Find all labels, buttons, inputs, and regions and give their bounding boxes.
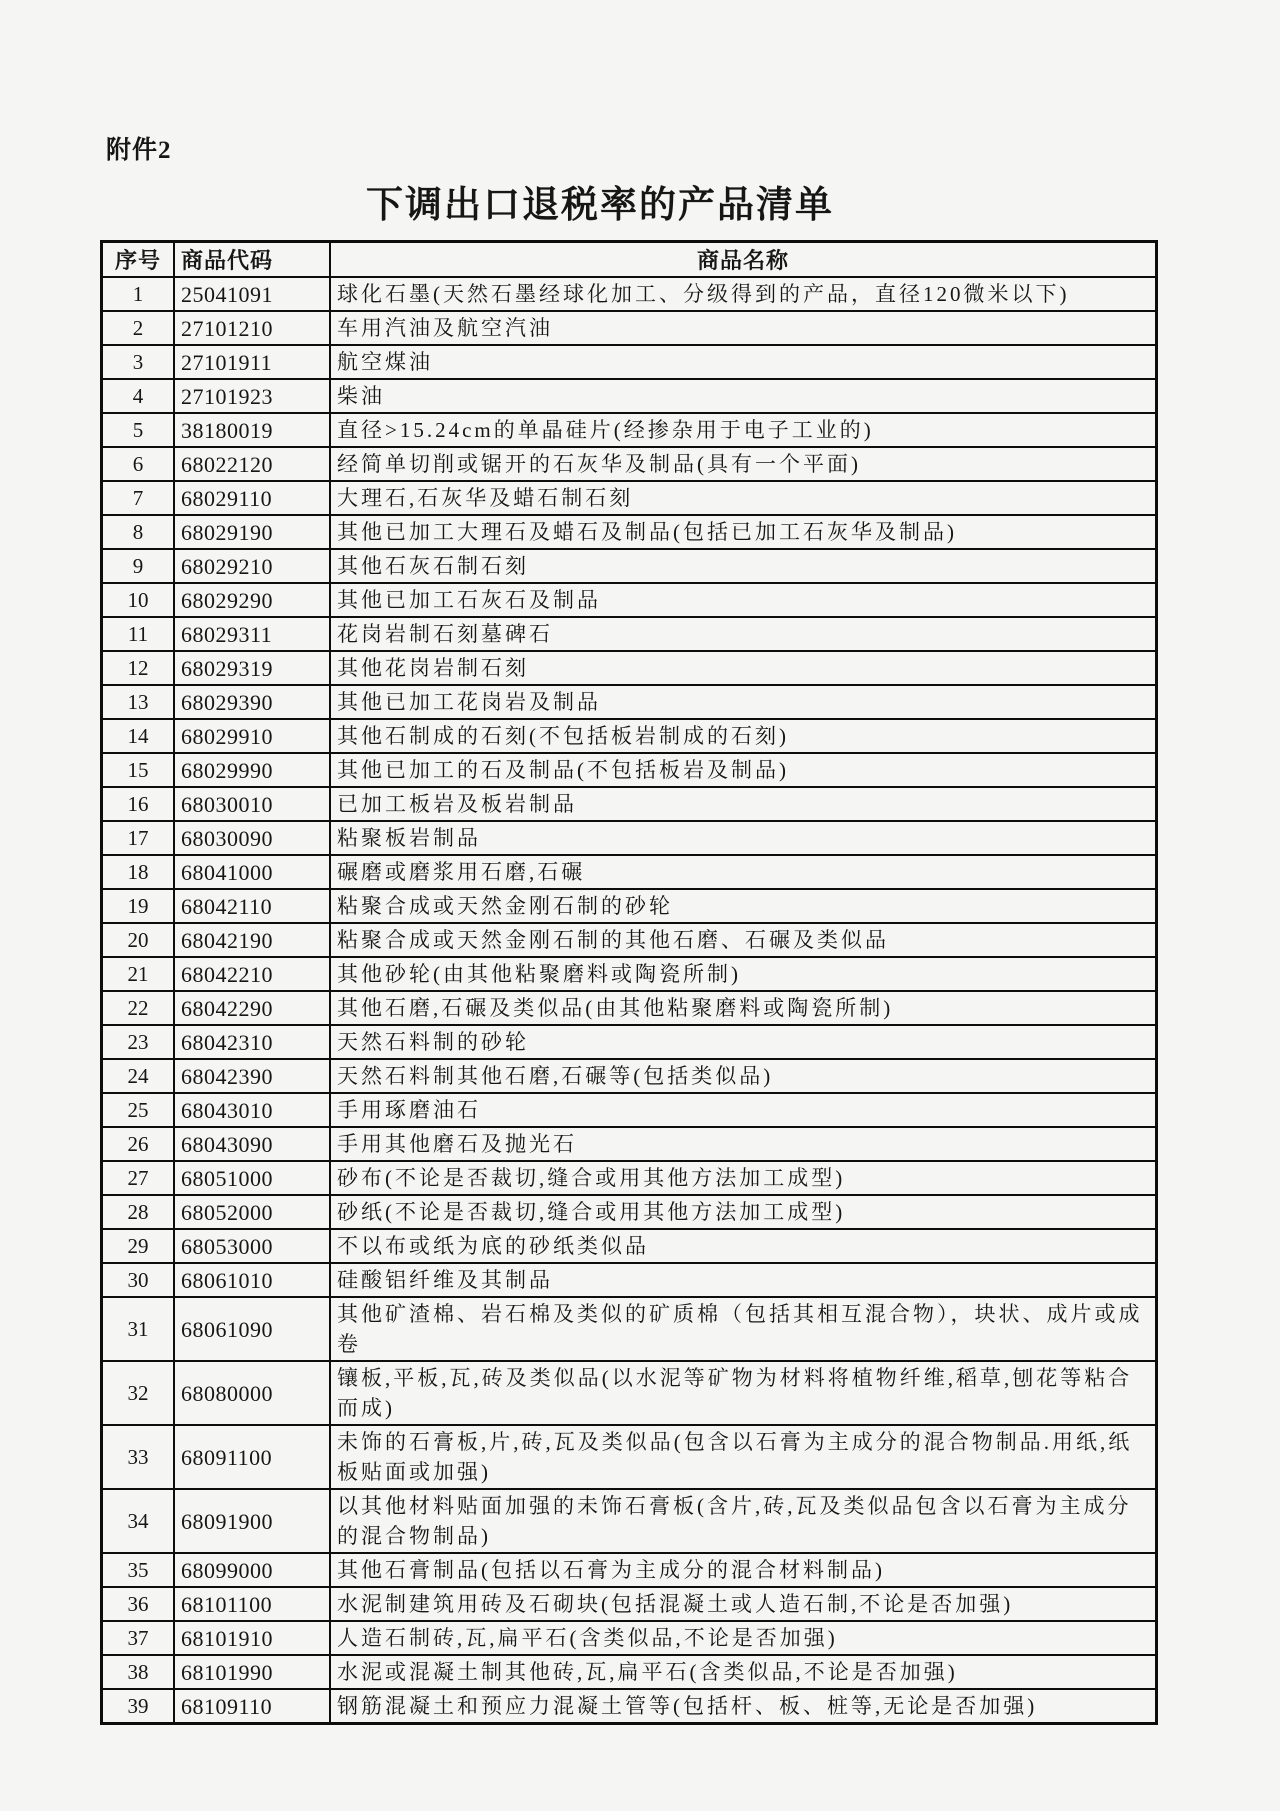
product-code-cell: 68061010 (174, 1263, 330, 1297)
product-name-cell: 以其他材料贴面加强的未饰石膏板(含片,砖,瓦及类似品包含以石膏为主成分的混合物制品) (330, 1489, 1157, 1553)
table-row (102, 379, 1157, 413)
product-name-cell: 其他已加工大理石及蜡石及制品(包括已加工石灰华及制品) (330, 515, 1157, 549)
table-row (102, 957, 1157, 991)
page-title: 下调出口退税率的产品清单 (366, 185, 834, 226)
product-name-cell: 航空煤油 (330, 345, 1157, 379)
product-code-cell: 68080000 (174, 1361, 330, 1425)
product-name-cell: 已加工板岩及板岩制品 (330, 787, 1157, 821)
table-row (102, 549, 1157, 583)
row-number-cell: 30 (102, 1263, 175, 1297)
product-name-cell: 其他矿渣棉、岩石棉及类似的矿质棉（包括其相互混合物），块状、成片或成卷 (330, 1297, 1157, 1361)
product-name-cell: 人造石制砖,瓦,扁平石(含类似品,不论是否加强) (330, 1621, 1157, 1655)
product-table (100, 240, 1158, 1725)
product-name-cell: 柴油 (330, 379, 1157, 413)
product-name-cell: 碾磨或磨浆用石磨,石碾 (330, 855, 1157, 889)
column-header-product-name: 商品名称 (330, 242, 1157, 278)
product-code-cell: 68042390 (174, 1059, 330, 1093)
table-row (102, 311, 1157, 345)
row-number-cell: 37 (102, 1621, 175, 1655)
header-row (102, 242, 1157, 278)
product-name-cell: 未饰的石膏板,片,砖,瓦及类似品(包含以石膏为主成分的混合物制品.用纸,纸板贴面或加强) (330, 1425, 1157, 1489)
product-name-cell: 粘聚板岩制品 (330, 821, 1157, 855)
row-number-cell: 12 (102, 651, 175, 685)
product-name-cell: 其他石制成的石刻(不包括板岩制成的石刻) (330, 719, 1157, 753)
product-code-cell: 68029990 (174, 753, 330, 787)
product-name-cell: 镶板,平板,瓦,砖及类似品(以水泥等矿物为材料将植物纤维,稻草,刨花等粘合而成) (330, 1361, 1157, 1425)
table-row (102, 889, 1157, 923)
product-code-cell: 27101923 (174, 379, 330, 413)
table-row (102, 1489, 1157, 1553)
row-number-cell: 13 (102, 685, 175, 719)
product-name-cell: 其他已加工的石及制品(不包括板岩及制品) (330, 753, 1157, 787)
row-number-cell: 9 (102, 549, 175, 583)
row-number-cell: 21 (102, 957, 175, 991)
table-row (102, 1025, 1157, 1059)
row-number-cell: 7 (102, 481, 175, 515)
attachment-label: 附件2 (106, 137, 172, 164)
document-page (100, 130, 1160, 1725)
product-name-cell: 砂布(不论是否裁切,缝合或用其他方法加工成型) (330, 1161, 1157, 1195)
table-row (102, 583, 1157, 617)
product-name-cell: 花岗岩制石刻墓碑石 (330, 617, 1157, 651)
column-header-product-code: 商品代码 (174, 242, 330, 278)
product-code-cell: 68029390 (174, 685, 330, 719)
table-row (102, 515, 1157, 549)
table-row (102, 787, 1157, 821)
product-table-header (102, 242, 1157, 278)
row-number-cell: 1 (102, 277, 175, 311)
table-row (102, 1425, 1157, 1489)
product-name-cell: 球化石墨(天然石墨经球化加工、分级得到的产品，直径120微米以下) (330, 277, 1157, 311)
row-number-cell: 17 (102, 821, 175, 855)
row-number-cell: 38 (102, 1655, 175, 1689)
row-number-cell: 8 (102, 515, 175, 549)
product-code-cell: 68030090 (174, 821, 330, 855)
row-number-cell: 16 (102, 787, 175, 821)
product-code-cell: 68029110 (174, 481, 330, 515)
table-row (102, 651, 1157, 685)
product-name-cell: 不以布或纸为底的砂纸类似品 (330, 1229, 1157, 1263)
row-number-cell: 14 (102, 719, 175, 753)
table-row (102, 1195, 1157, 1229)
row-number-cell: 4 (102, 379, 175, 413)
row-number-cell: 36 (102, 1587, 175, 1621)
row-number-cell: 29 (102, 1229, 175, 1263)
table-row (102, 345, 1157, 379)
product-code-cell: 27101911 (174, 345, 330, 379)
row-number-cell: 39 (102, 1689, 175, 1724)
row-number-cell: 31 (102, 1297, 175, 1361)
product-code-cell: 68109110 (174, 1689, 330, 1724)
product-code-cell: 25041091 (174, 277, 330, 311)
row-number-cell: 5 (102, 413, 175, 447)
product-name-cell: 水泥制建筑用砖及石砌块(包括混凝土或人造石制,不论是否加强) (330, 1587, 1157, 1621)
product-code-cell: 68041000 (174, 855, 330, 889)
table-row (102, 481, 1157, 515)
table-row (102, 991, 1157, 1025)
table-row (102, 1655, 1157, 1689)
table-row (102, 1229, 1157, 1263)
product-code-cell: 68101990 (174, 1655, 330, 1689)
product-code-cell: 68099000 (174, 1553, 330, 1587)
table-row (102, 1093, 1157, 1127)
table-row (102, 1621, 1157, 1655)
row-number-cell: 15 (102, 753, 175, 787)
table-row (102, 753, 1157, 787)
product-code-cell: 68091900 (174, 1489, 330, 1553)
row-number-cell: 11 (102, 617, 175, 651)
product-code-cell: 68061090 (174, 1297, 330, 1361)
row-number-cell: 25 (102, 1093, 175, 1127)
table-row (102, 1263, 1157, 1297)
product-name-cell: 车用汽油及航空汽油 (330, 311, 1157, 345)
row-number-cell: 3 (102, 345, 175, 379)
product-table-body (102, 277, 1157, 1724)
table-row (102, 1127, 1157, 1161)
product-name-cell: 其他花岗岩制石刻 (330, 651, 1157, 685)
product-code-cell: 68029311 (174, 617, 330, 651)
table-row (102, 1059, 1157, 1093)
table-row (102, 923, 1157, 957)
table-row (102, 855, 1157, 889)
table-row (102, 1587, 1157, 1621)
table-row (102, 1689, 1157, 1724)
row-number-cell: 34 (102, 1489, 175, 1553)
row-number-cell: 19 (102, 889, 175, 923)
table-row (102, 1361, 1157, 1425)
product-code-cell: 68042290 (174, 991, 330, 1025)
product-name-cell: 水泥或混凝土制其他砖,瓦,扁平石(含类似品,不论是否加强) (330, 1655, 1157, 1689)
product-name-cell: 其他石磨,石碾及类似品(由其他粘聚磨料或陶瓷所制) (330, 991, 1157, 1025)
product-name-cell: 手用琢磨油石 (330, 1093, 1157, 1127)
row-number-cell: 35 (102, 1553, 175, 1587)
row-number-cell: 20 (102, 923, 175, 957)
product-name-cell: 手用其他磨石及抛光石 (330, 1127, 1157, 1161)
product-name-cell: 经简单切削或锯开的石灰华及制品(具有一个平面) (330, 447, 1157, 481)
product-name-cell: 其他石灰石制石刻 (330, 549, 1157, 583)
table-row (102, 685, 1157, 719)
row-number-cell: 33 (102, 1425, 175, 1489)
product-name-cell: 天然石料制的砂轮 (330, 1025, 1157, 1059)
product-code-cell: 68042210 (174, 957, 330, 991)
table-row (102, 277, 1157, 311)
product-code-cell: 68043010 (174, 1093, 330, 1127)
product-code-cell: 68043090 (174, 1127, 330, 1161)
product-name-cell: 大理石,石灰华及蜡石制石刻 (330, 481, 1157, 515)
row-number-cell: 2 (102, 311, 175, 345)
row-number-cell: 26 (102, 1127, 175, 1161)
product-code-cell: 27101210 (174, 311, 330, 345)
table-row (102, 1161, 1157, 1195)
product-code-cell: 68042310 (174, 1025, 330, 1059)
product-code-cell: 68042110 (174, 889, 330, 923)
row-number-cell: 6 (102, 447, 175, 481)
product-name-cell: 天然石料制其他石磨,石碾等(包括类似品) (330, 1059, 1157, 1093)
product-name-cell: 其他砂轮(由其他粘聚磨料或陶瓷所制) (330, 957, 1157, 991)
row-number-cell: 27 (102, 1161, 175, 1195)
product-code-cell: 68029319 (174, 651, 330, 685)
product-code-cell: 68022120 (174, 447, 330, 481)
product-name-cell: 直径>15.24cm的单晶硅片(经掺杂用于电子工业的) (330, 413, 1157, 447)
product-code-cell: 68029210 (174, 549, 330, 583)
row-number-cell: 10 (102, 583, 175, 617)
product-code-cell: 68042190 (174, 923, 330, 957)
product-code-cell: 68029910 (174, 719, 330, 753)
row-number-cell: 24 (102, 1059, 175, 1093)
table-row (102, 1553, 1157, 1587)
product-code-cell: 68101910 (174, 1621, 330, 1655)
table-row (102, 617, 1157, 651)
row-number-cell: 28 (102, 1195, 175, 1229)
product-name-cell: 粘聚合成或天然金刚石制的其他石磨、石碾及类似品 (330, 923, 1157, 957)
product-code-cell: 68052000 (174, 1195, 330, 1229)
product-name-cell: 其他已加工石灰石及制品 (330, 583, 1157, 617)
product-name-cell: 砂纸(不论是否裁切,缝合或用其他方法加工成型) (330, 1195, 1157, 1229)
product-name-cell: 硅酸铝纤维及其制品 (330, 1263, 1157, 1297)
product-code-cell: 68101100 (174, 1587, 330, 1621)
row-number-cell: 18 (102, 855, 175, 889)
product-code-cell: 68091100 (174, 1425, 330, 1489)
row-number-cell: 32 (102, 1361, 175, 1425)
table-row (102, 413, 1157, 447)
product-code-cell: 68029190 (174, 515, 330, 549)
product-code-cell: 38180019 (174, 413, 330, 447)
product-code-cell: 68029290 (174, 583, 330, 617)
table-row (102, 1297, 1157, 1361)
table-row (102, 719, 1157, 753)
product-code-cell: 68030010 (174, 787, 330, 821)
product-name-cell: 钢筋混凝土和预应力混凝土管等(包括杆、板、桩等,无论是否加强) (330, 1689, 1157, 1724)
product-name-cell: 粘聚合成或天然金刚石制的砂轮 (330, 889, 1157, 923)
product-code-cell: 68053000 (174, 1229, 330, 1263)
row-number-cell: 23 (102, 1025, 175, 1059)
row-number-cell: 22 (102, 991, 175, 1025)
product-name-cell: 其他石膏制品(包括以石膏为主成分的混合材料制品) (330, 1553, 1157, 1587)
product-name-cell: 其他已加工花岗岩及制品 (330, 685, 1157, 719)
column-header-serial-number: 序号 (102, 242, 175, 278)
table-row (102, 447, 1157, 481)
table-row (102, 821, 1157, 855)
product-code-cell: 68051000 (174, 1161, 330, 1195)
